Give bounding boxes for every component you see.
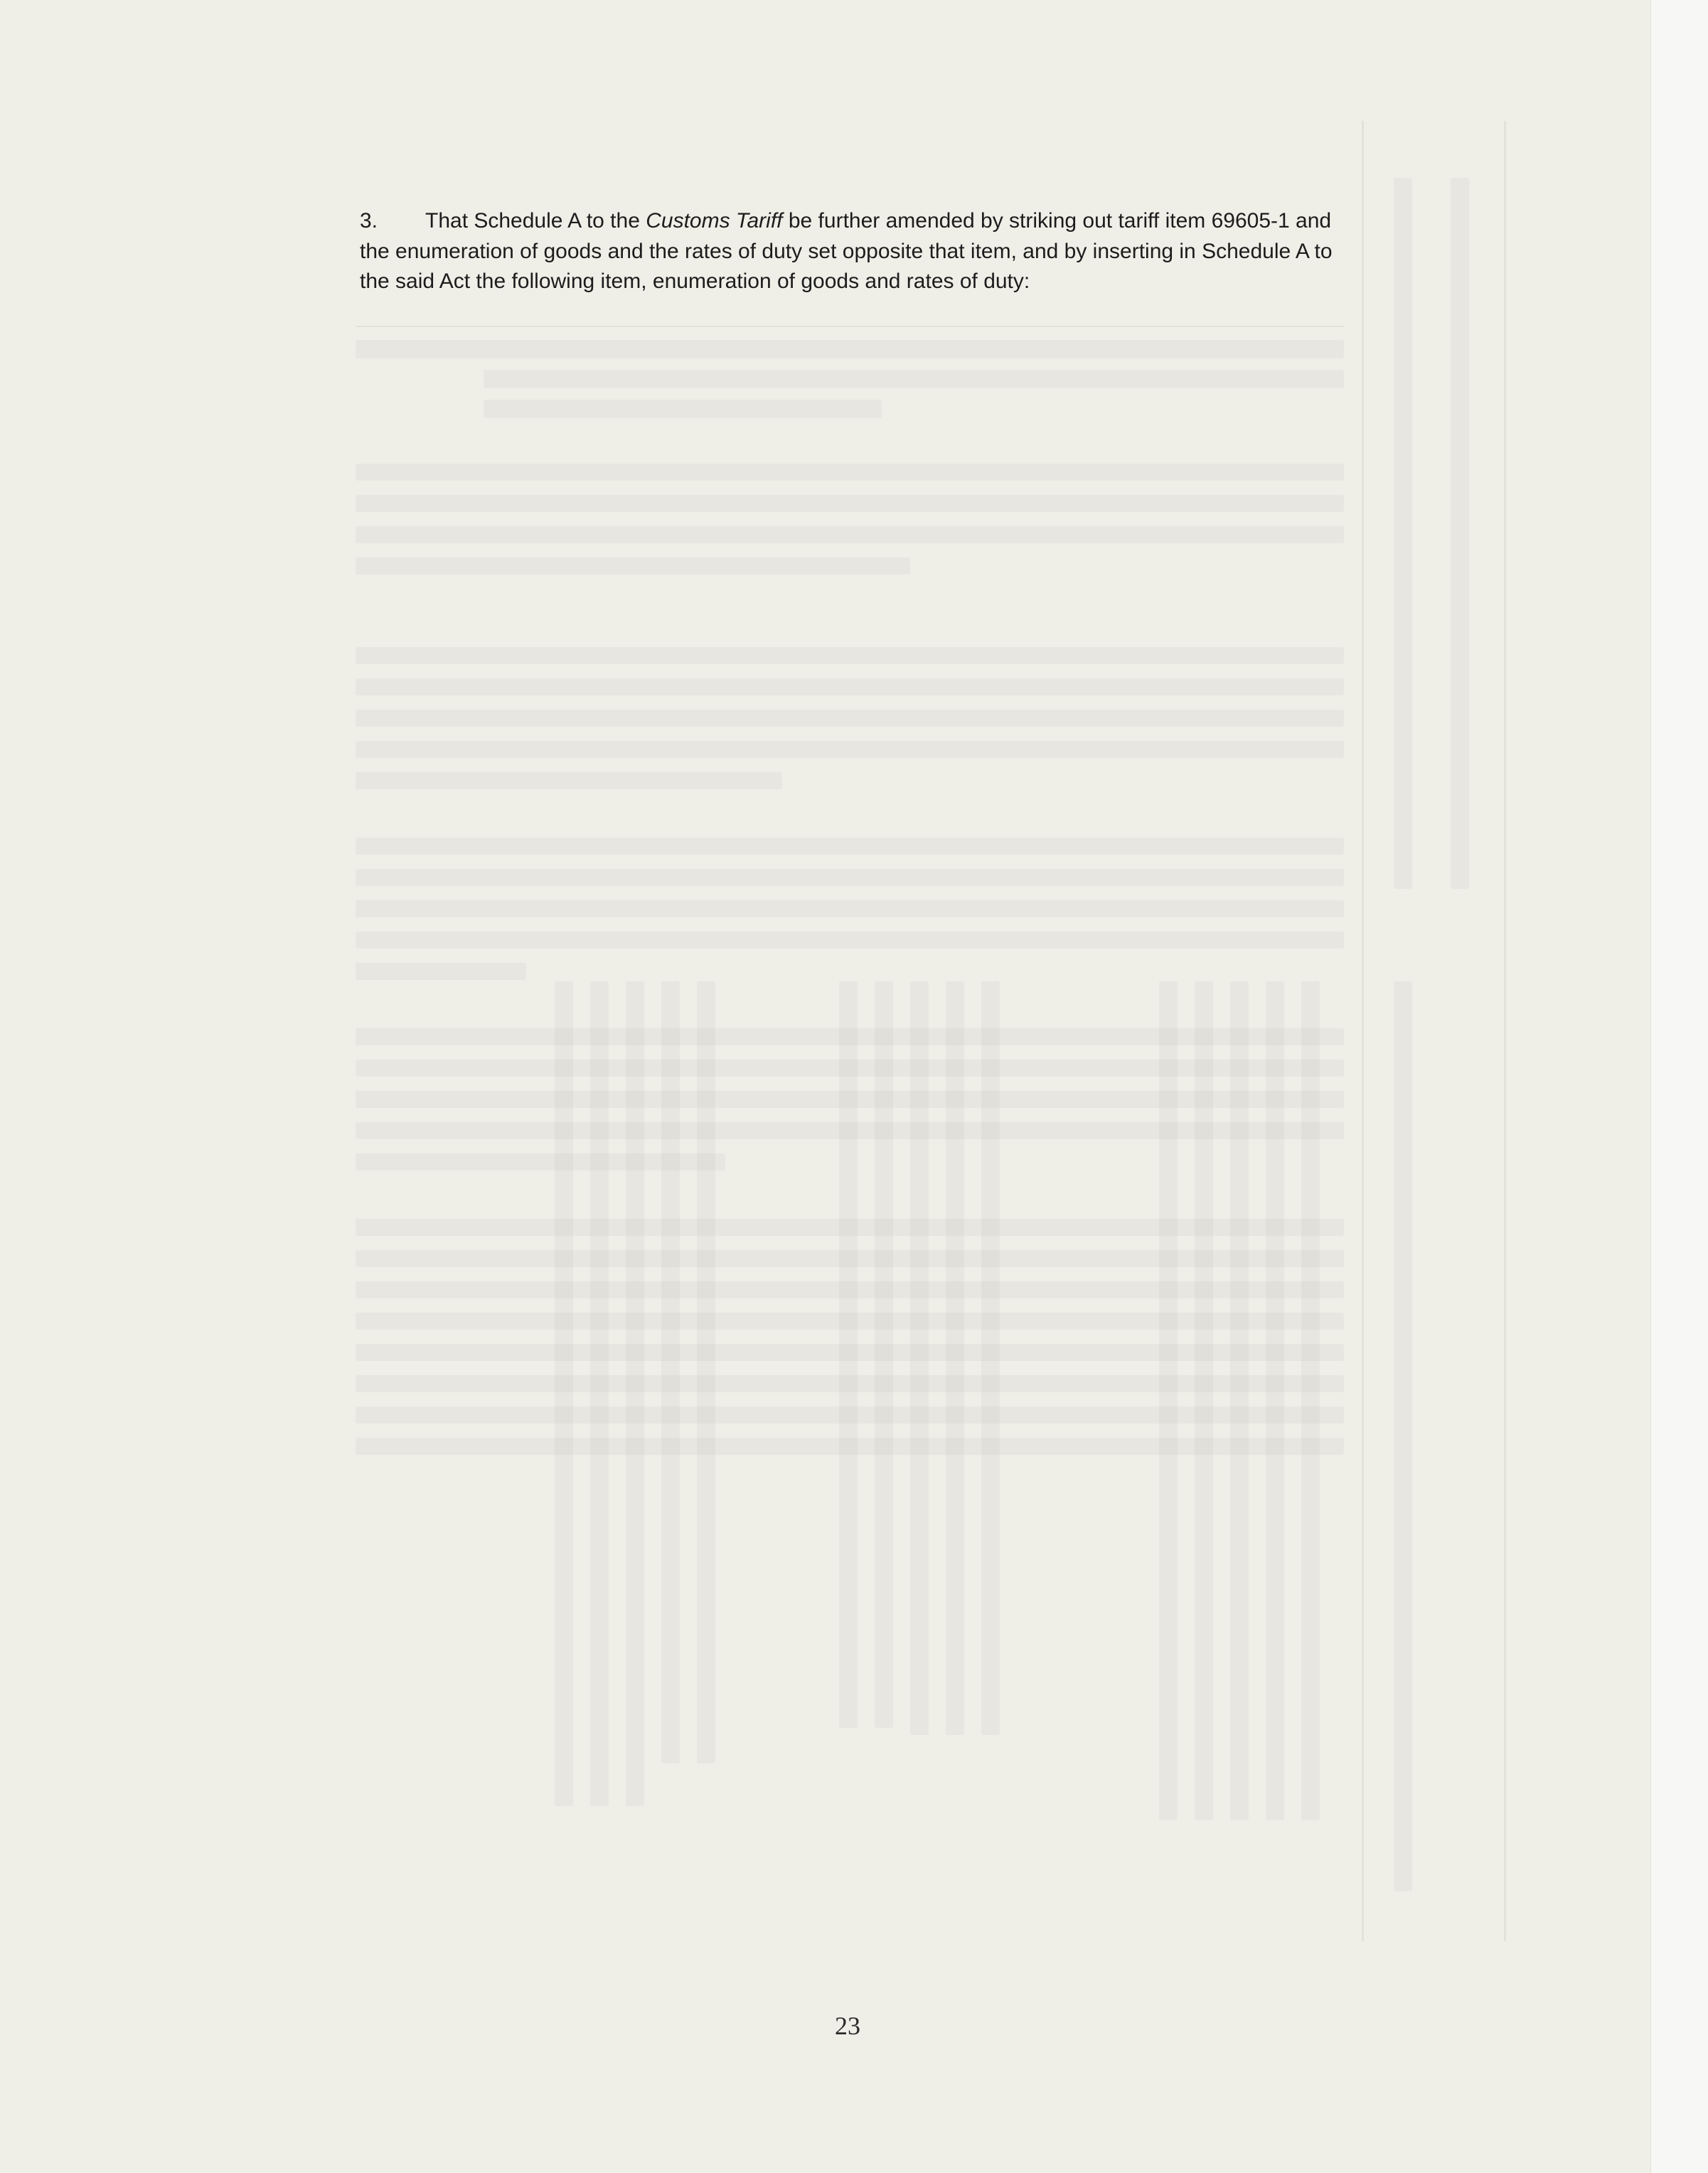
show-through-column [697, 981, 715, 1763]
show-through-column [1394, 178, 1412, 889]
show-through-column [875, 981, 893, 1728]
show-through-column [555, 981, 573, 1806]
show-through-line [356, 772, 782, 789]
customs-tariff-title: Customs Tariff [646, 209, 783, 233]
show-through-column [839, 981, 858, 1728]
show-through-rule [1504, 121, 1506, 1941]
show-through-column [1394, 981, 1412, 1891]
show-through-column [1159, 981, 1178, 1820]
show-through-line [356, 526, 1344, 543]
show-through-column [946, 981, 964, 1735]
show-through-column [661, 981, 680, 1763]
paragraph-text-body: be further amended by striking out tariff item 69605-1 and the enumeration of goods and the rates of duty set opposite that item, and by inserting in Schedule A to the said Act the following item, enumeration of goods and rates of duty: [360, 209, 1333, 293]
show-through-line [356, 464, 1344, 481]
show-through-line [356, 900, 1344, 917]
show-through-line [356, 741, 1344, 758]
show-through-column [1195, 981, 1213, 1820]
show-through-column [1266, 981, 1284, 1820]
show-through-column [910, 981, 929, 1735]
show-through-line [356, 838, 1344, 855]
show-through-column [1301, 981, 1320, 1820]
show-through-column [626, 981, 644, 1806]
show-through-column [981, 981, 1000, 1735]
paragraph-text-lead: That Schedule A to the [425, 209, 646, 233]
show-through-line [356, 647, 1344, 664]
show-through-line [484, 370, 1344, 388]
show-through-column [1451, 178, 1469, 889]
show-through-line [356, 710, 1344, 727]
show-through-line [356, 340, 1344, 358]
show-through-column [590, 981, 609, 1806]
paragraph-3 [360, 206, 1341, 297]
show-through-line [356, 557, 910, 575]
show-through-line [356, 963, 526, 980]
show-through-line [356, 495, 1344, 512]
show-through-line [356, 869, 1344, 886]
show-through-column [1230, 981, 1249, 1820]
show-through-line [356, 931, 1344, 949]
show-through-rule [1362, 121, 1364, 1941]
scan-edge-strip [1650, 0, 1708, 2173]
paragraph-number: 3. [360, 209, 378, 233]
page-number: 23 [835, 2012, 860, 2040]
show-through-rule [356, 326, 1344, 327]
show-through-line [356, 678, 1344, 695]
show-through-line [484, 400, 882, 418]
